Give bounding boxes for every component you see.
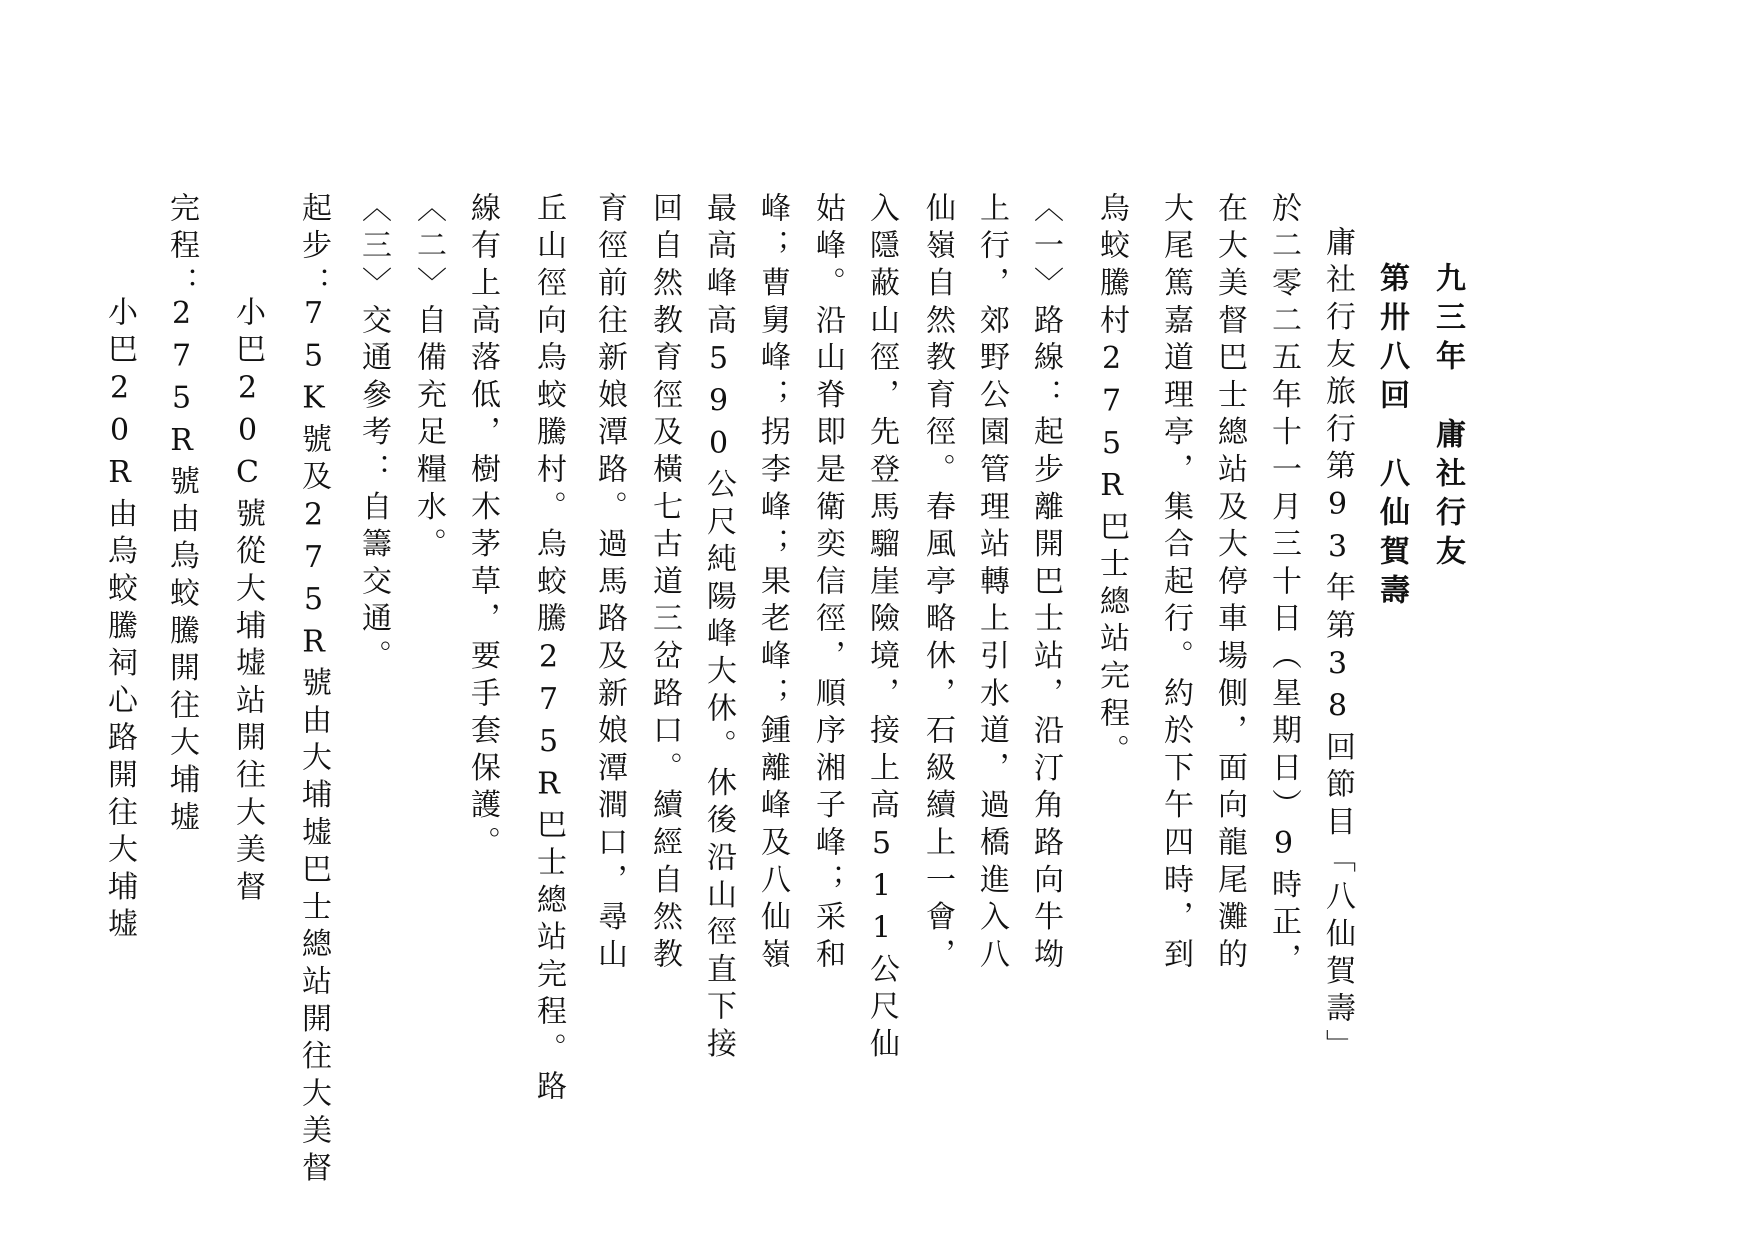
finish-line-1: 275R號由烏蛟騰開往大埔墟: [164, 296, 199, 839]
paragraph-4: 大尾篤嘉道理亭，集合起行。約於下午四時，到: [1158, 192, 1193, 976]
paragraph-route-9: 育徑前往新娘潭路。過馬路及新娘潭澗口，尋山: [592, 192, 627, 976]
paragraph-route-1: 〈一〉路線：起步離開巴士站，沿汀角路向牛坳: [1028, 192, 1063, 976]
paragraph-route-5: 姑峰。沿山脊即是衛奕信徑，順序湘子峰；采和: [810, 192, 845, 976]
paragraph-route-3: 仙嶺自然教育徑。春風亭略休，石級續上一會，: [920, 192, 955, 976]
subtitle: 第卅八回 八仙賀壽: [1374, 262, 1409, 613]
paragraph-5: 烏蛟騰村275R巴士總站完程。: [1094, 192, 1129, 772]
paragraph-route-8: 回自然教育徑及橫七古道三岔路口。續經自然教: [647, 192, 682, 976]
paragraph-3: 在大美督巴士總站及大停車場側，面向龍尾灘的: [1212, 192, 1247, 976]
paragraph-transport: 〈三〉交通參考：自籌交通。: [356, 192, 391, 677]
finish-label: 完程：: [164, 192, 199, 304]
headline: 九三年 庸社行友: [1430, 262, 1465, 574]
paragraph-route-6: 峰；曹舅峰；拐李峰；果老峰；鍾離峰及八仙嶺: [755, 192, 790, 976]
paragraph-route-7: 最高峰高590公尺純陽峰大休。休後沿山徑直下接: [701, 192, 736, 1065]
paragraph-route-4: 入隱蔽山徑，先登馬騮崖險境，接上高511公尺仙: [864, 192, 899, 1065]
start-line-1: 75K號及275R號由大埔墟巴士總站開往大美督: [296, 296, 331, 1189]
paragraph-supplies: 〈二〉自備充足糧水。: [411, 192, 446, 565]
paragraph-route-10: 丘山徑向烏蛟騰村。烏蛟騰275R巴士總站完程。路: [531, 192, 566, 1108]
paragraph-2: 於二零二五年十一月三十日（星期日）9時正，: [1266, 192, 1301, 981]
paragraph-route-11: 線有上高落低，樹木茅草，要手套保護。: [465, 192, 500, 864]
finish-line-2: 小巴20R由烏蛟騰祠心路開往大埔墟: [102, 296, 137, 946]
paragraph-route-2: 上行，郊野公園管理站轉上引水道，過橋進入八: [974, 192, 1009, 976]
start-line-2: 小巴20C號從大埔墟站開往大美督: [230, 296, 265, 908]
paragraph-1: 庸社行友旅行第93年第38回節目「八仙賀壽」: [1320, 226, 1355, 1067]
start-label: 起步：: [296, 192, 331, 304]
